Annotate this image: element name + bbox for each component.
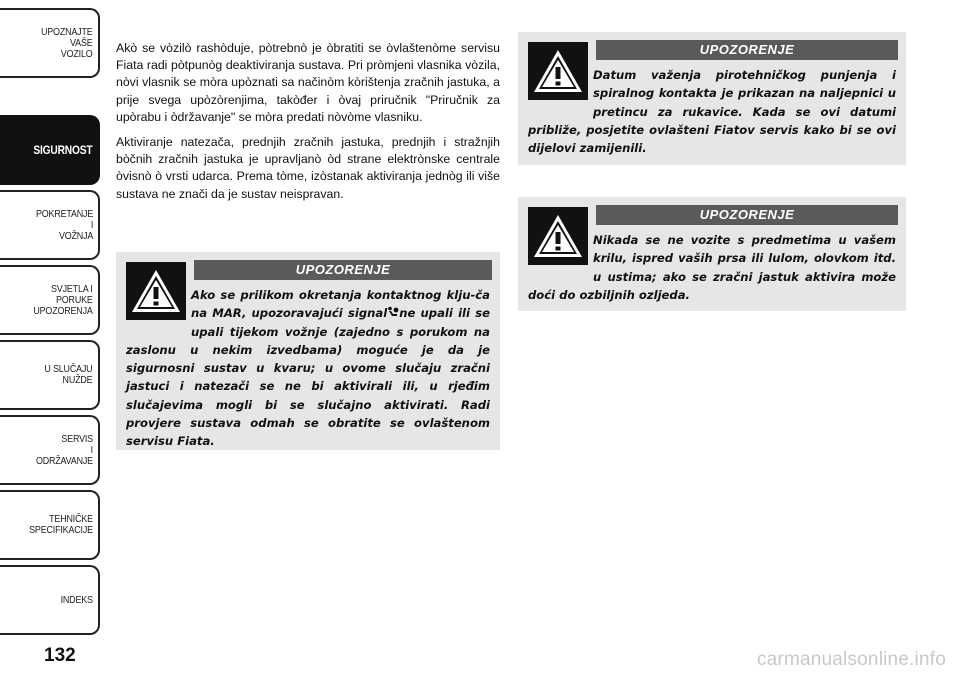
warning-heading: UPOZORENJE: [194, 260, 492, 280]
warning-box-1: [116, 252, 500, 450]
tab-label: SIGURNOST: [33, 142, 93, 157]
warning-text: [528, 66, 896, 157]
tab-label: POKRETANJE I VOŽNJA: [35, 207, 93, 242]
tab-label: TEHNIČKE SPECIFIKACIJE: [29, 513, 93, 536]
page-number: 132: [44, 645, 76, 666]
tab-tehnicke-specifikacije[interactable]: [0, 490, 100, 560]
tab-indeks[interactable]: [0, 565, 100, 635]
tab-servis-i-odrzavanje[interactable]: [0, 415, 100, 485]
airbag-warning-icon: [387, 306, 399, 318]
body-paragraph-1: Akò se vòzilò rashòduje, pòtrebnò je òbratiti se òvlaštenòme servisu Fiata radi pòtpunòg deaktiviranja sustava. Pri pròmjeni vlasnika vòzila, nòvi vlasnik se mòra upòznati sa načinòm kòrištenja zračnih jastuka, a prije svega upòzòrenjima, takòđer i òvaj priručnik "Priručnik za upòrabu i òdržavanje" se mòra predati nòvòme vlasniku.: [116, 41, 500, 124]
tab-u-slucaju-nuzde[interactable]: [0, 340, 100, 410]
body-paragraph-2: Aktiviranje natezača, prednjih zračnih jastuka, prednjih i stražnjih bòčnih zračnih jastuka je upravljanò òd strane elektrònske centrale òvisnò ò vrsti udarca. Prema tòme, izòstanak aktiviranja jednòg ili više sustava ne znači da je sustav neispravan.: [116, 135, 500, 201]
tab-label: INDEKS: [60, 593, 93, 606]
tab-sigurnost[interactable]: [0, 115, 100, 185]
tab-label: U SLUČAJU NUŽDE: [44, 363, 93, 386]
warning-text-body: Nikada se ne vozite s predmetima u vašem krilu, ispred vaših prsa ili lulom, olovkom itd. u ustima; ako se zračni jastuk aktivira može doći do ozbiljnih ozljeda.: [528, 233, 896, 302]
warning-box-3: [518, 197, 906, 311]
tab-label: SERVIS I ODRŽAVANJE: [35, 432, 93, 467]
tab-label: SVJETLA I PORUKE UPOZORENJA: [33, 282, 93, 317]
tab-upoznajte-vase-vozilo[interactable]: [0, 8, 100, 78]
warning-box-2: [518, 32, 906, 165]
tab-svjetla-i-poruke[interactable]: [0, 265, 100, 335]
watermark: carmanualsonline.info: [756, 649, 946, 670]
chapter-sidebar: [0, 0, 104, 679]
warning-text-part-2: ne upali ili se upali tijekom vožnje (zajedno s porukom na zaslonu u nekim izvedbama) moguće je da je sigurnosni sustav u kvaru; u ovome slučaju zračni jastuci i natezači se ne bi aktivirali ili, u rjeđim slučajevima mogli bi se slučajno aktivirati. Radi provjere sustava odmah se obratite se ovlaštenom servisu Fiata.: [126, 306, 490, 449]
warning-text: [126, 286, 490, 451]
warning-text-part-1: Ako se prilikom okretanja kontaktnog klju-ča na MAR, upozoravajući signal: [191, 288, 490, 321]
tab-pokretanje-i-voznja[interactable]: [0, 190, 100, 260]
tab-label: UPOZNAJTE VAŠE VOZILO: [41, 25, 93, 60]
warning-heading: UPOZORENJE: [596, 205, 898, 225]
body-text-column: [116, 40, 500, 211]
warning-text-body: Datum važenja pirotehničkog punjenja i spiralnog kontakta je prikazan na naljepnici u pretincu za rukavice. Kada se ovi datumi približe, posjetite ovlašteni Fiatov servis kako bi se ovi dijelovi zamijenili.: [528, 68, 896, 156]
warning-text: [528, 231, 896, 304]
warning-heading: UPOZORENJE: [596, 40, 898, 60]
